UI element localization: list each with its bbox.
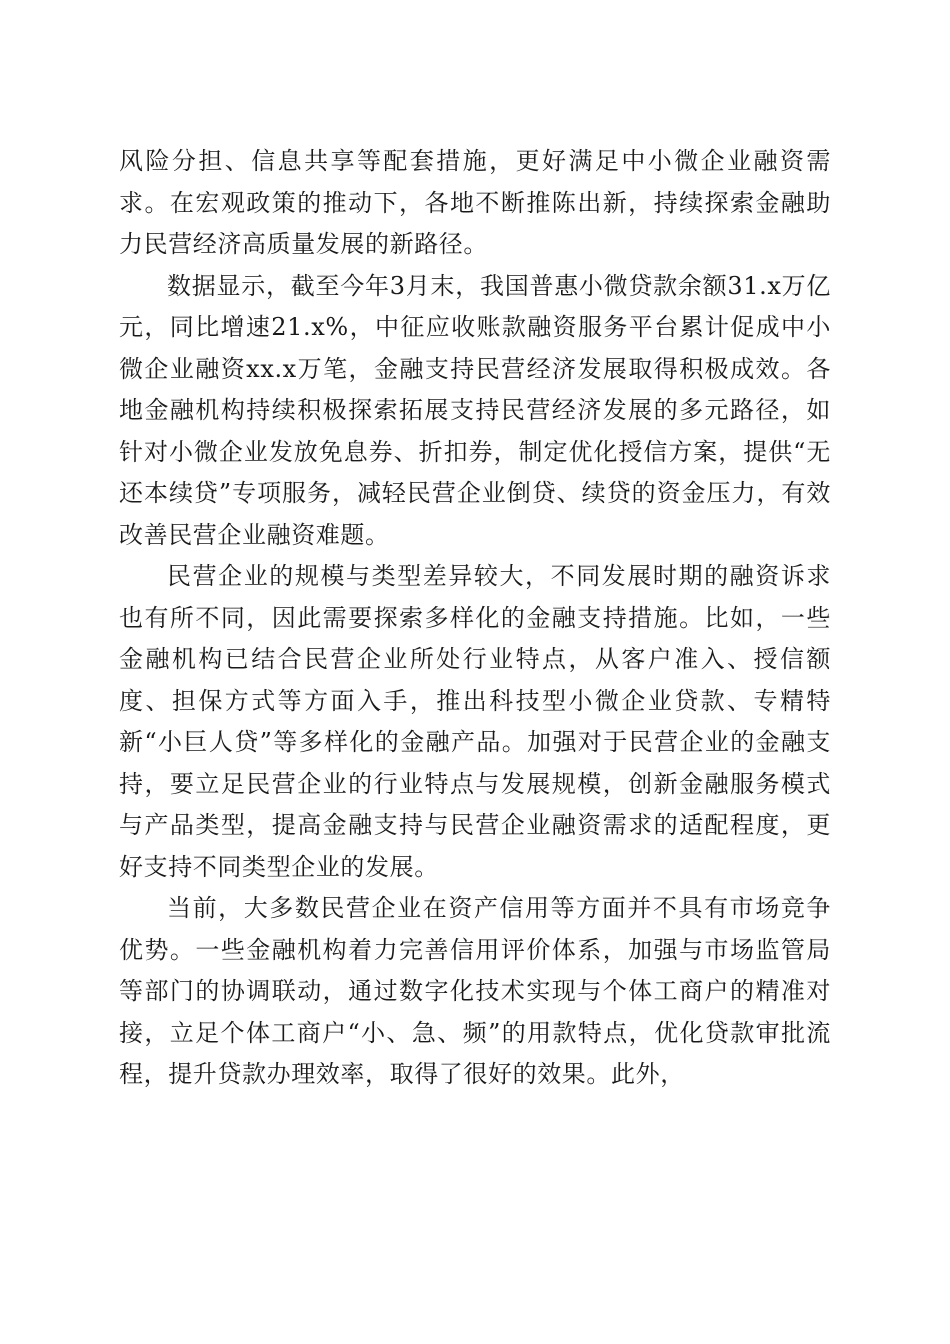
document-body — [119, 141, 831, 1096]
paragraph-data-statistics: 数据显示，截至今年3月末，我国普惠小微贷款余额31.x万亿元，同比增速21.x%，中征应收账款融资服务平台累计促成中小微企业融资xx.x万笔，金融支持民营经济发展取得积极成效。各地金融机构持续积极探索拓展支持民营经济发展的多元路径，如针对小微企业发放免息券、折扣券，制定优化授信方案，提供“无还本续贷”专项服务，减轻民营企业倒贷、续贷的资金压力，有效改善民营企业融资难题。 — [119, 271, 831, 549]
paragraph-continuation: 风险分担、信息共享等配套措施，更好满足中小微企业融资需求。在宏观政策的推动下，各地不断推陈出新，持续探索金融助力民营经济高质量发展的新路径。 — [119, 147, 831, 258]
paragraph-diversified-support: 民营企业的规模与类型差异较大，不同发展时期的融资诉求也有所不同，因此需要探索多样化的金融支持措施。比如，一些金融机构已结合民营企业所处行业特点，从客户准入、授信额度、担保方式等方面入手，推出科技型小微企业贷款、专精特新“小巨人贷”等多样化的金融产品。加强对于民营企业的金融支持，要立足民营企业的行业特点与发展规模，创新金融服务模式与产品类型，提高金融支持与民营企业融资需求的适配程度，更好支持不同类型企业的发展。 — [119, 562, 831, 881]
paragraph-credit-evaluation: 当前，大多数民营企业在资产信用等方面并不具有市场竞争优势。一些金融机构着力完善信用评价体系，加强与市场监管局等部门的协调联动，通过数字化技术实现与个体工商户的精准对接，立足个体工商户“小、急、频”的用款特点，优化贷款审批流程，提升贷款办理效率，取得了很好的效果。此外， — [119, 894, 831, 1088]
